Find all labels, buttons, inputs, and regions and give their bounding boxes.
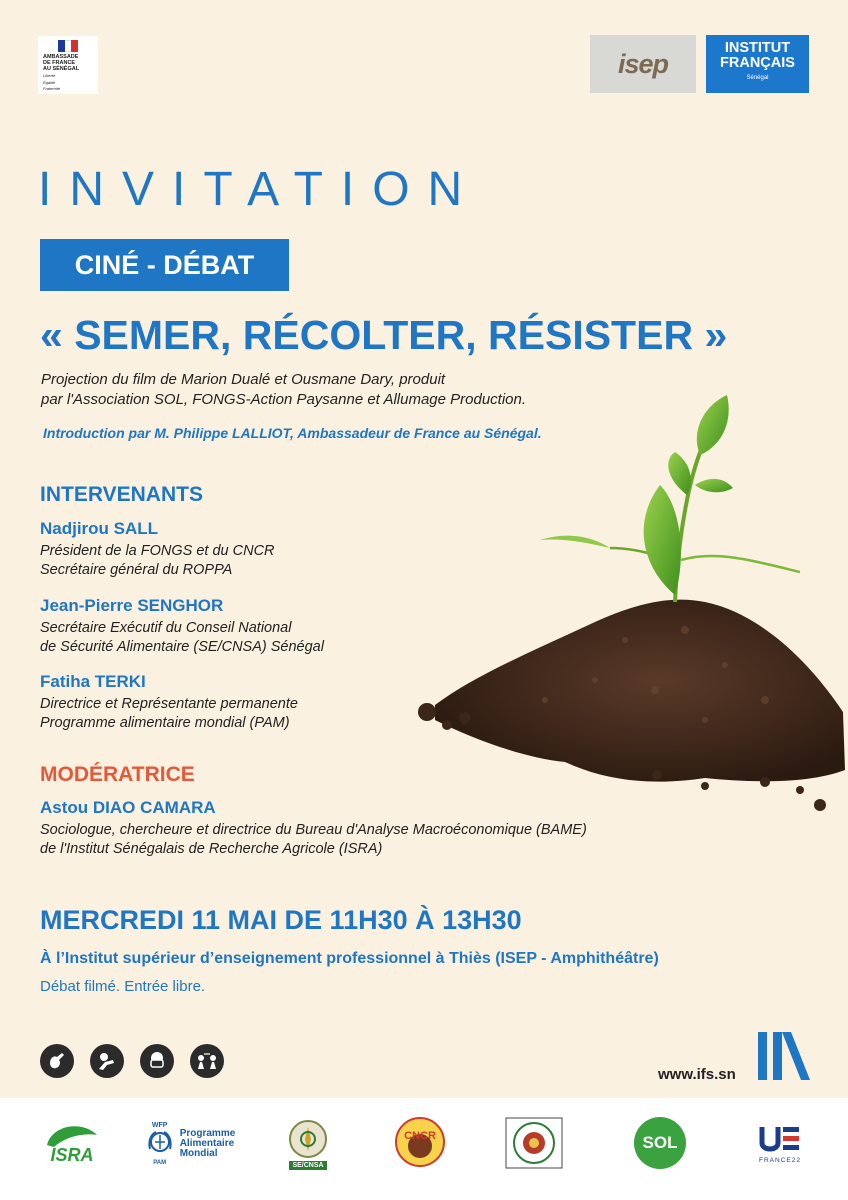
speaker-role: Président de la FONGS et du CNCR <box>40 543 275 559</box>
elbow-sneeze-icon <box>90 1044 124 1078</box>
embassy-motto-2: Égalité <box>43 79 56 85</box>
moderator-role: Sociologue, chercheure et directrice du Bureau d'Analyse Macroéconomique (BAME) <box>40 822 587 838</box>
if-logo-line2: FRANÇAIS <box>720 55 795 71</box>
wfp-wreath-icon <box>146 1129 174 1155</box>
sol-logo-text: SOL <box>634 1117 686 1169</box>
french-flag-icon <box>58 40 78 52</box>
speaker-name: Fatiha TERKI <box>40 672 146 691</box>
embassy-logo <box>38 36 98 94</box>
event-date: MERCREDI 11 MAI DE 11H30 À 13H30 <box>40 905 522 935</box>
if-monogram-logo <box>754 1030 812 1082</box>
speaker-1 <box>40 519 275 580</box>
embassy-name-line2: DE FRANCE <box>43 60 76 66</box>
event-venue: À l’Institut supérieur d’enseignement professionnel à Thiès (ISEP - Amphithéâtre) <box>40 950 659 967</box>
plant-leaf-left <box>644 485 681 595</box>
embassy-name-line1: AMBASSADE <box>43 54 79 60</box>
invitation-title: INVITATION <box>38 163 481 216</box>
website-link[interactable]: www.ifs.sn <box>658 1066 736 1083</box>
category-badge: CINÉ - DÉBAT <box>40 239 289 291</box>
wfp-line3: Mondial <box>179 1148 218 1159</box>
cncr-logo <box>390 1115 450 1169</box>
secnsa-logo <box>285 1115 331 1173</box>
wfp-pam-text: PAM <box>153 1160 167 1166</box>
speaker-name: Jean-Pierre SENGHOR <box>40 596 224 615</box>
if-logo-line1: INSTITUT <box>724 40 791 56</box>
speaker-role: de Sécurité Alimentaire (SE/CNSA) Sénégal <box>40 639 324 655</box>
isra-logo-text: ISRA <box>50 1145 94 1165</box>
secnsa-seal-icon <box>288 1119 328 1159</box>
speaker-2 <box>40 596 324 657</box>
secnsa-label: SE/CNSA <box>289 1161 326 1170</box>
film-title: « SEMER, RÉCOLTER, RÉSISTER » <box>40 312 728 358</box>
wfp-short-text: WFP <box>151 1122 168 1129</box>
mask-icon <box>140 1044 174 1078</box>
plant-leaf-top <box>697 395 729 455</box>
plant-soil-illustration <box>405 390 848 820</box>
speaker-name: Nadjirou SALL <box>40 519 159 538</box>
isra-logo <box>42 1115 102 1169</box>
speaker-role: Programme alimentaire mondial (PAM) <box>40 715 290 731</box>
wfp-line1: Programme <box>179 1128 236 1139</box>
eu-presidency-icon <box>758 1123 802 1155</box>
speaker-3 <box>40 672 298 733</box>
projection-line1: Projection du film de Marion Dualé et Ousmane Dary, produit <box>41 371 446 388</box>
embassy-motto-1: Liberté <box>43 73 56 78</box>
embassy-name-line3: AU SÉNÉGAL <box>43 66 80 72</box>
moderator-role: de l'Institut Sénégalais de Recherche Agricole (ISRA) <box>40 841 383 857</box>
wfp-logo <box>140 1115 238 1173</box>
speaker-role: Secrétaire Exécutif du Conseil National <box>40 620 292 636</box>
event-note: Débat filmé. Entrée libre. <box>40 978 206 995</box>
france22-label: FRANCE22 <box>759 1156 801 1164</box>
speaker-role: Directrice et Représentante permanente <box>40 696 298 712</box>
sol-logo <box>632 1115 688 1171</box>
if-logo-sub: Sénégal <box>746 75 769 81</box>
isep-logo <box>590 35 696 93</box>
soil-mound <box>435 600 845 782</box>
speakers-heading: INTERVENANTS <box>40 483 203 506</box>
hand-wash-icon <box>40 1044 74 1078</box>
moderator <box>40 798 587 859</box>
fongs-seal-icon <box>504 1116 564 1170</box>
projection-line2: par l'Association SOL, FONGS-Action Paysanne et Allumage Production. <box>41 391 527 408</box>
embassy-motto-3: Fraternité <box>43 86 61 91</box>
moderator-name: Astou DIAO CAMARA <box>40 798 216 817</box>
speaker-role: Secrétaire général du ROPPA <box>40 562 233 578</box>
france22-logo <box>752 1115 808 1171</box>
isep-logo-text: isep <box>617 48 669 79</box>
introduction-text: Introduction par M. Philippe LALLIOT, Ambassadeur de France au Sénégal. <box>43 425 542 441</box>
cncr-logo-text: CNCR <box>404 1130 436 1142</box>
moderator-heading: MODÉRATRICE <box>40 763 195 786</box>
fongs-logo <box>503 1115 565 1171</box>
distance-icon <box>190 1044 224 1078</box>
wfp-line2: Alimentaire <box>179 1138 235 1149</box>
institut-francais-logo <box>706 35 809 93</box>
